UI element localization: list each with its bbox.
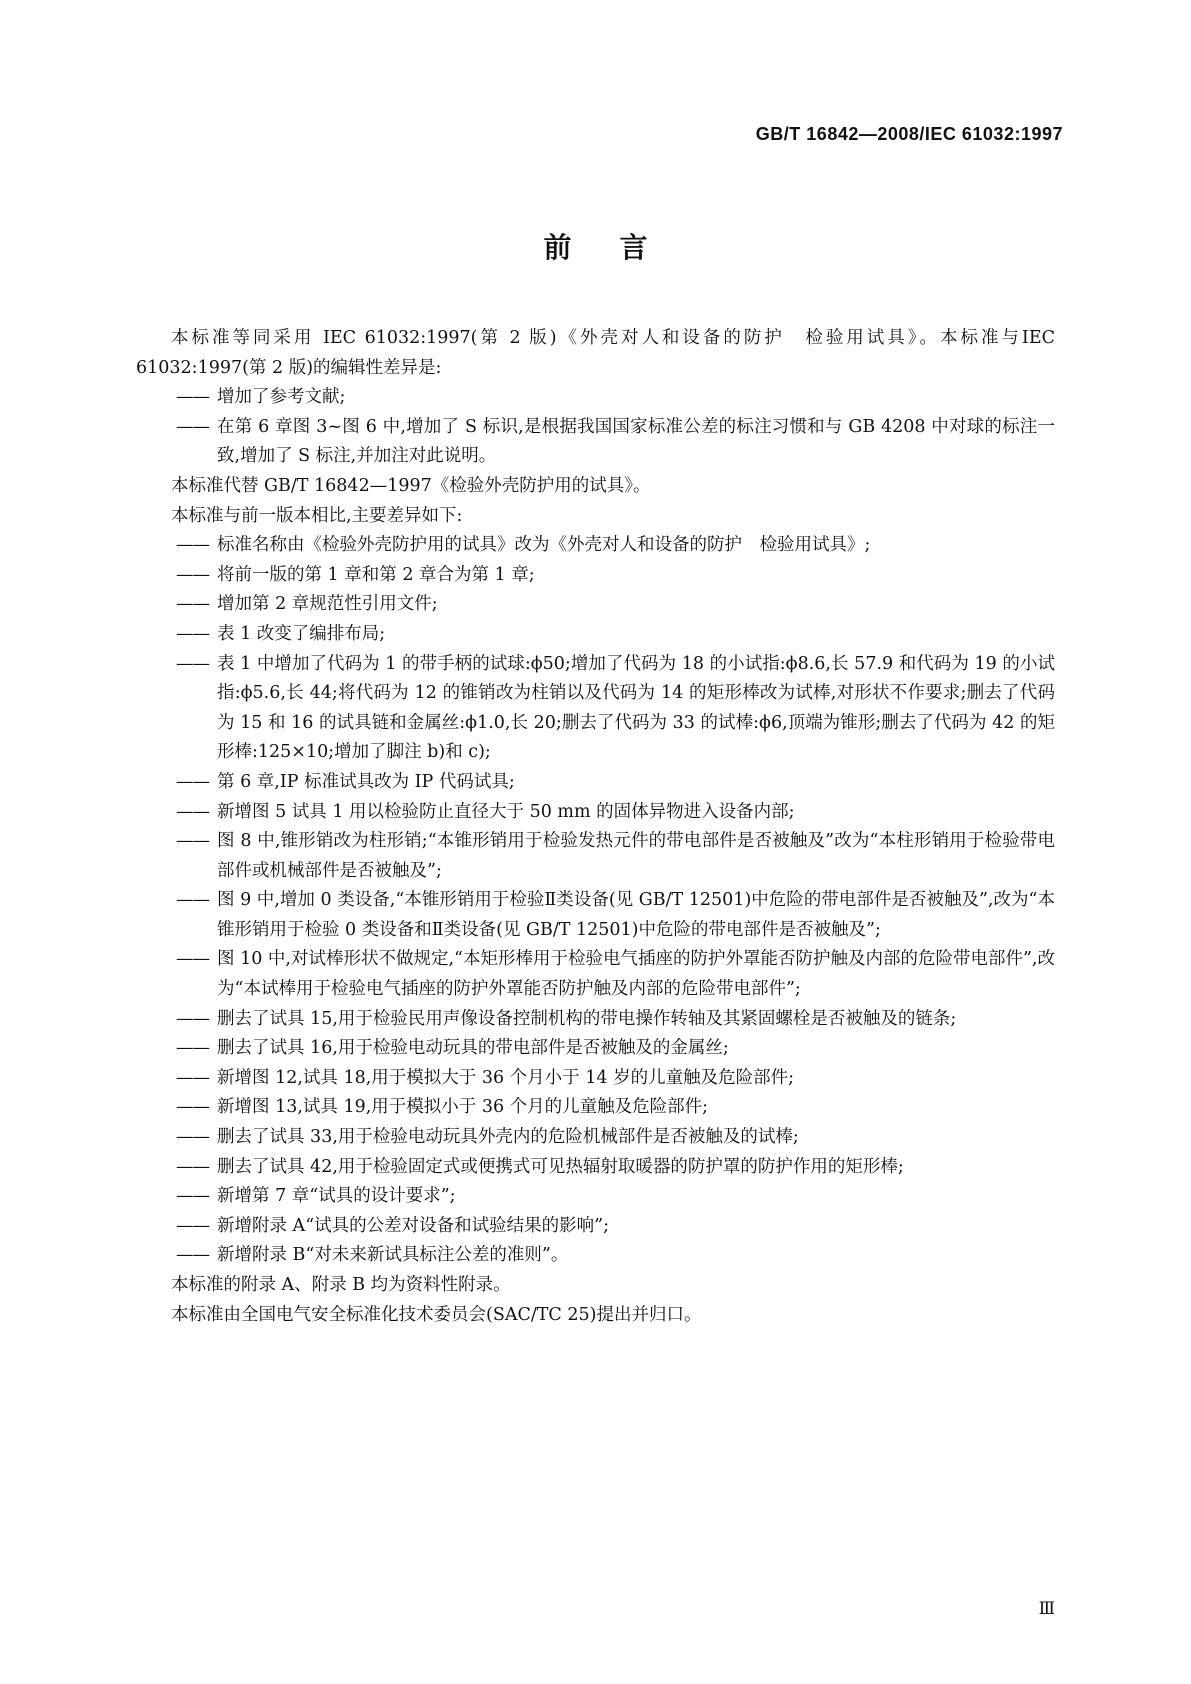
page-title: 前言	[543, 231, 696, 264]
editorial-differences-list	[136, 383, 1055, 472]
list-item	[136, 1153, 1055, 1183]
list-item-text: 图 10 中,对试棒形状不做规定,“本矩形棒用于检验电气插座的防护外罩能否防护触及内部的危险带电部件”,改为“本试棒用于检验电气插座的防护外罩能否防护触及内部的危险带电部件”;	[217, 949, 1055, 1000]
dash-marker: ——	[176, 1215, 209, 1236]
list-item	[136, 798, 1055, 828]
list-item-text: 第 6 章,IP 标准试具改为 IP 代码试具;	[217, 771, 515, 792]
dash-marker: ——	[176, 535, 209, 556]
list-item	[136, 1123, 1055, 1153]
dash-marker: ——	[176, 1156, 209, 1177]
list-item	[136, 561, 1055, 591]
list-item-text: 删去了试具 16,用于检验电动玩具的带电部件是否被触及的金属丝;	[217, 1038, 729, 1059]
list-item	[136, 886, 1055, 945]
list-item-text: 标准名称由《检验外壳防护用的试具》改为《外壳对人和设备的防护 检验用试具》;	[217, 535, 871, 556]
dash-marker: ——	[176, 1008, 209, 1029]
dash-marker: ——	[176, 771, 209, 792]
list-item-text: 图 9 中,增加 0 类设备,“本锥形销用于检验Ⅱ类设备(见 GB/T 12501)中危险的带电部件是否被触及”,改为“本锥形销用于检验 0 类设备和Ⅱ类设备(见 GB/T 12501)中危险的带电部件是否被触及”;	[217, 890, 1055, 940]
paragraph-annexes: 本标准的附录 A、附录 B 均为资料性附录。	[171, 1275, 511, 1295]
list-item-text: 新增第 7 章“试具的设计要求”;	[217, 1186, 456, 1207]
list-item	[136, 620, 1055, 650]
list-item	[136, 1034, 1055, 1064]
list-item	[136, 1005, 1055, 1035]
list-item-text: 删去了试具 33,用于检验电动玩具外壳内的危险机械部件是否被触及的试棒;	[217, 1127, 799, 1148]
dash-marker: ——	[176, 623, 209, 644]
list-item-text: 删去了试具 42,用于检验固定式或便携式可见热辐射取暖器的防护罩的防护作用的矩形棒;	[217, 1156, 904, 1177]
list-item-text: 增加第 2 章规范性引用文件;	[217, 594, 438, 615]
paragraph-replaces: 本标准代替 GB/T 16842—1997《检验外壳防护用的试具》。	[171, 475, 651, 496]
list-item-text: 表 1 中增加了代码为 1 的带手柄的试球:ϕ50;增加了代码为 18 的小试指:ϕ8.6,长 57.9 和代码为 19 的小试指:ϕ5.6,长 44;将代码为 12 的锥销改为柱销以及代码为 14 的矩形棒改为试棒,对形状不作要求;删去了代码为 15 和 16 的试具链和金属丝:ϕ1.0,长 20;删去了代码为 33 的试棒:ϕ6,顶端为锥形;删去了代码为 42 的矩形棒:125×10;增加了脚注 b)和 c);	[217, 653, 1055, 763]
dash-marker: ——	[176, 890, 209, 911]
list-item	[136, 1212, 1055, 1242]
dash-marker: ——	[176, 653, 209, 674]
page-number: Ⅲ	[1038, 1599, 1055, 1619]
list-item	[136, 945, 1055, 1004]
list-item	[136, 590, 1055, 620]
list-item	[136, 531, 1055, 561]
list-item-text: 增加了参考文献;	[217, 387, 346, 408]
list-item	[136, 383, 1055, 413]
dash-marker: ——	[176, 1097, 209, 1118]
dash-marker: ——	[176, 1186, 209, 1207]
list-item	[136, 1182, 1055, 1212]
list-item	[136, 1064, 1055, 1094]
list-item-text: 新增图 13,试具 19,用于模拟小于 36 个月的儿童触及危险部件;	[217, 1097, 709, 1118]
dash-marker: ——	[176, 801, 209, 822]
dash-marker: ——	[176, 1245, 209, 1266]
changes-list	[136, 531, 1055, 1271]
standard-number-header: GB/T 16842—2008/IEC 61032:1997	[755, 124, 1063, 144]
list-item	[136, 768, 1055, 798]
dash-marker: ——	[176, 1127, 209, 1148]
dash-marker: ——	[176, 831, 209, 852]
paragraph-main-changes: 本标准与前一版本相比,主要差异如下:	[171, 505, 463, 526]
list-item-text: 新增图 5 试具 1 用以检验防止直径大于 50 mm 的固体异物进入设备内部;	[217, 801, 795, 822]
list-item	[136, 413, 1055, 472]
list-item-text: 新增图 12,试具 18,用于模拟大于 36 个月小于 14 岁的儿童触及危险部件;	[217, 1067, 794, 1088]
dash-marker: ——	[176, 1067, 209, 1088]
dash-marker: ——	[176, 949, 209, 970]
list-item	[136, 827, 1055, 886]
dash-marker: ——	[176, 1038, 209, 1059]
list-item	[136, 650, 1055, 768]
list-item	[136, 1241, 1055, 1271]
list-item-text: 新增附录 A“试具的公差对设备和试验结果的影响”;	[217, 1215, 609, 1236]
list-item-text: 在第 6 章图 3~图 6 中,增加了 S 标识,是根据我国国家标准公差的标注习惯和与 GB 4208 中对球的标注一致,增加了 S 标注,并加注对此说明。	[217, 416, 1055, 467]
dash-marker: ——	[176, 564, 209, 585]
list-item-text: 新增附录 B“对未来新试具标注公差的准则”。	[217, 1245, 569, 1266]
dash-marker: ——	[176, 594, 209, 615]
paragraph-adoption: 本标准等同采用 IEC 61032:1997(第 2 版)《外壳对人和设备的防护 检验用试具》。本标准与IEC 61032:1997(第 2 版)的编辑性差异是:	[136, 328, 1055, 378]
list-item-text: 表 1 改变了编排布局;	[217, 623, 386, 644]
list-item-text: 删去了试具 15,用于检验民用声像设备控制机构的带电操作转轴及其紧固螺栓是否被触及的链条;	[217, 1008, 957, 1029]
list-item	[136, 1093, 1055, 1123]
paragraph-proposer: 本标准由全国电气安全标准化技术委员会(SAC/TC 25)提出并归口。	[171, 1304, 702, 1325]
list-item-text: 图 8 中,锥形销改为柱形销;“本锥形销用于检验发热元件的带电部件是否被触及”改为“本柱形销用于检验带电部件或机械部件是否被触及”;	[217, 831, 1055, 881]
dash-marker: ——	[176, 416, 209, 437]
list-item-text: 将前一版的第 1 章和第 2 章合为第 1 章;	[217, 564, 535, 585]
foreword-body	[136, 324, 1055, 1330]
dash-marker: ——	[176, 387, 209, 408]
